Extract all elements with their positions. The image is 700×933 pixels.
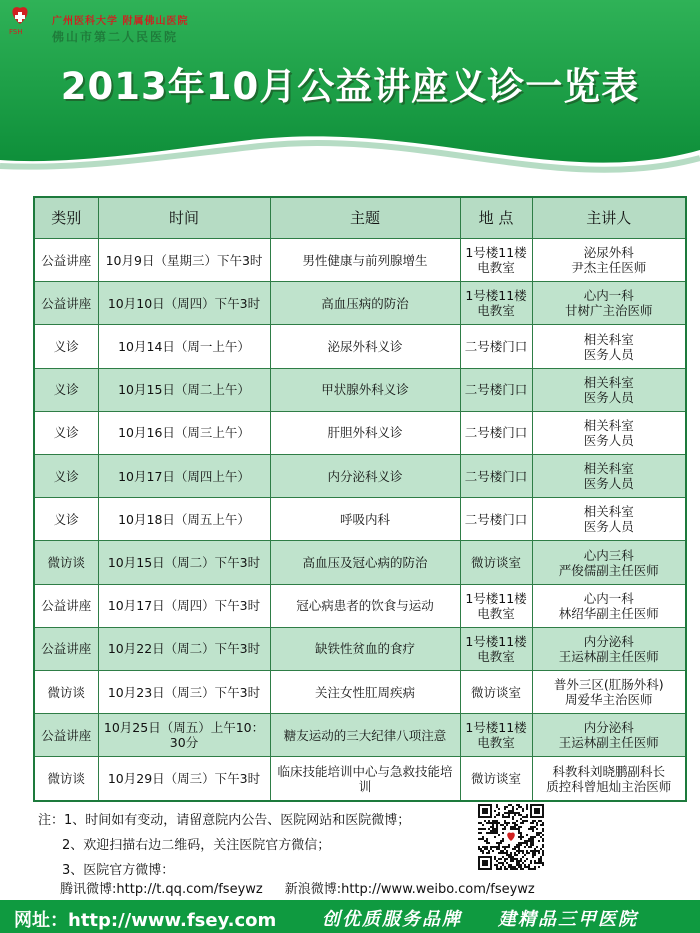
weibo-links xyxy=(60,878,557,897)
table-row xyxy=(34,714,686,757)
cell-speaker xyxy=(532,282,686,325)
cell-speaker xyxy=(532,584,686,627)
speaker-line-2: 医务人员 xyxy=(583,389,634,405)
speaker-line-1: 内分泌科 xyxy=(583,720,634,736)
website-link[interactable]: 网址：http://www.fsey.com xyxy=(14,910,277,931)
time-text: 10月16日（周三上午） xyxy=(118,425,250,441)
cell-type xyxy=(34,584,98,627)
table-row xyxy=(34,541,686,584)
cell-place xyxy=(460,455,532,498)
place-line-1: 微访谈室 xyxy=(470,771,521,787)
speaker-line-1: 泌尿外科 xyxy=(583,245,634,261)
speaker-line-2: 严俊儒副主任医师 xyxy=(558,562,659,578)
place-line-2: 电教室 xyxy=(477,648,515,664)
type-text: 义诊 xyxy=(53,468,79,484)
cell-speaker xyxy=(532,627,686,670)
topic-text: 关注女性肛周疾病 xyxy=(314,684,415,700)
header-place: 地 点 xyxy=(460,197,532,239)
cell-speaker xyxy=(532,325,686,368)
cell-topic xyxy=(270,455,460,498)
cell-topic xyxy=(270,627,460,670)
cell-topic xyxy=(270,411,460,454)
table-row xyxy=(34,368,686,411)
note-line-3: 3、医院官方微博： xyxy=(62,863,175,878)
cell-topic xyxy=(270,714,460,757)
cell-speaker xyxy=(532,671,686,714)
cell-speaker xyxy=(532,498,686,541)
cell-speaker xyxy=(532,411,686,454)
speaker-line-2: 质控科曾旭灿主治医师 xyxy=(546,778,672,794)
cell-place xyxy=(460,368,532,411)
speaker-line-1: 心内一科 xyxy=(583,590,634,606)
cell-time xyxy=(98,584,270,627)
type-text: 义诊 xyxy=(53,511,79,527)
place-line-1: 二号楼门口 xyxy=(464,468,528,484)
hospital-logo xyxy=(8,4,198,48)
type-text: 微访谈 xyxy=(47,555,85,571)
cell-place xyxy=(460,714,532,757)
cell-type xyxy=(34,714,98,757)
type-text: 义诊 xyxy=(53,339,79,354)
table-header-row xyxy=(34,197,686,239)
cell-type xyxy=(34,368,98,411)
cell-speaker xyxy=(532,239,686,282)
topic-text: 男性健康与前列腺增生 xyxy=(302,252,428,268)
tencent-weibo-link[interactable]: 腾讯微博:http://t.qq.com/fseywz xyxy=(60,882,263,897)
table-row xyxy=(34,671,686,714)
cell-time xyxy=(98,627,270,670)
header-type: 类别 xyxy=(34,197,98,239)
speaker-line-1: 内分泌科 xyxy=(583,633,634,649)
cell-time xyxy=(98,368,270,411)
cell-type xyxy=(34,541,98,584)
hospital-emblem-icon xyxy=(8,4,32,36)
cell-time xyxy=(98,282,270,325)
cell-topic xyxy=(270,282,460,325)
time-text: 10月9日（星期三）下午3时 xyxy=(105,252,263,268)
cell-time xyxy=(98,714,270,757)
time-text: 10月15日（周二）下午3时 xyxy=(107,555,261,571)
type-text: 公益讲座 xyxy=(41,598,92,614)
time-text: 10月22日（周二）下午3时 xyxy=(107,641,261,657)
speaker-line-1: 相关科室 xyxy=(583,374,634,390)
cell-time xyxy=(98,325,270,368)
cell-time xyxy=(98,671,270,714)
table-row xyxy=(34,498,686,541)
topic-text: 甲状腺外科义诊 xyxy=(321,382,409,398)
time-text: 10月25日（周五）上午10：30分 xyxy=(103,720,265,751)
speaker-line-1: 相关科室 xyxy=(583,461,634,477)
topic-text: 糖友运动的三大纪律八项注意 xyxy=(283,727,447,743)
time-text: 10月14日（周一上午） xyxy=(118,339,250,354)
time-text: 10月23日（周三）下午3时 xyxy=(107,684,261,700)
cell-topic xyxy=(270,498,460,541)
cell-type xyxy=(34,498,98,541)
cell-topic xyxy=(270,541,460,584)
cell-topic xyxy=(270,325,460,368)
table-row xyxy=(34,455,686,498)
cell-topic xyxy=(270,368,460,411)
cell-speaker xyxy=(532,541,686,584)
speaker-line-2: 王运林副主任医师 xyxy=(558,648,659,664)
cell-speaker xyxy=(532,714,686,757)
place-line-1: 二号楼门口 xyxy=(464,339,528,354)
speaker-line-2: 医务人员 xyxy=(583,346,634,362)
speaker-line-2: 医务人员 xyxy=(583,432,634,448)
place-line-1: 二号楼门口 xyxy=(464,511,528,527)
cell-time xyxy=(98,455,270,498)
topic-text: 内分泌科义诊 xyxy=(327,468,403,484)
time-text: 10月29日（周三）下午3时 xyxy=(107,771,261,787)
cell-type xyxy=(34,282,98,325)
topic-text: 高血压病的防治 xyxy=(321,295,409,311)
cell-topic xyxy=(270,584,460,627)
place-line-1: 微访谈室 xyxy=(470,555,521,571)
cell-type xyxy=(34,325,98,368)
place-line-1: 1号楼11楼 xyxy=(465,590,527,606)
speaker-line-2: 周爱华主治医师 xyxy=(564,692,653,708)
speaker-line-1: 科教科刘晓鹏副科长 xyxy=(552,763,665,779)
speaker-line-2: 林绍华副主任医师 xyxy=(558,605,659,621)
topic-text: 泌尿外科义诊 xyxy=(327,339,403,354)
logo-line-2: 佛山市第二人民医院 xyxy=(52,30,179,44)
place-line-1: 1号楼11楼 xyxy=(465,288,527,304)
cell-place xyxy=(460,411,532,454)
place-line-1: 二号楼门口 xyxy=(464,425,528,441)
topic-text: 呼吸内科 xyxy=(339,511,390,527)
cell-type xyxy=(34,239,98,282)
cell-place xyxy=(460,282,532,325)
cell-place xyxy=(460,541,532,584)
cell-place xyxy=(460,498,532,541)
cell-speaker xyxy=(532,455,686,498)
header-topic: 主题 xyxy=(270,197,460,239)
topic-text: 临床技能培训中心与急救技能培训 xyxy=(277,763,453,794)
note-line-1: 注：1、时间如有变动，请留意院内公告、医院网站和医院微博； xyxy=(38,813,411,828)
header-time: 时间 xyxy=(98,197,270,239)
cell-time xyxy=(98,498,270,541)
cell-time xyxy=(98,541,270,584)
speaker-line-2: 王运林副主任医师 xyxy=(558,735,659,751)
schedule-table xyxy=(33,196,687,802)
topic-text: 肝胆外科义诊 xyxy=(327,425,403,441)
topic-text: 高血压及冠心病的防治 xyxy=(302,555,428,571)
cell-type xyxy=(34,671,98,714)
place-line-2: 电教室 xyxy=(477,735,515,751)
time-text: 10月17日（周四上午） xyxy=(118,468,250,484)
speaker-line-1: 相关科室 xyxy=(583,504,634,520)
cell-time xyxy=(98,757,270,801)
speaker-line-2: 医务人员 xyxy=(583,476,634,492)
type-text: 微访谈 xyxy=(47,684,85,700)
speaker-line-2: 甘树广主治医师 xyxy=(564,303,653,319)
sina-weibo-link[interactable]: 新浪微博:http://www.weibo.com/fseywz xyxy=(284,882,535,897)
cell-type xyxy=(34,627,98,670)
place-line-1: 微访谈室 xyxy=(470,684,521,700)
time-text: 10月18日（周五上午） xyxy=(118,511,250,527)
time-text: 10月15日（周二上午） xyxy=(118,382,250,398)
table-row xyxy=(34,584,686,627)
type-text: 公益讲座 xyxy=(41,641,92,657)
cell-place xyxy=(460,584,532,627)
place-line-2: 电教室 xyxy=(477,260,515,276)
table-row xyxy=(34,282,686,325)
cell-type xyxy=(34,757,98,801)
slogan-2: 建精品三甲医院 xyxy=(498,909,638,930)
cell-place xyxy=(460,325,532,368)
place-line-1: 1号楼11楼 xyxy=(465,245,527,261)
type-text: 义诊 xyxy=(53,382,79,398)
table-row xyxy=(34,411,686,454)
qr-code-icon xyxy=(478,804,544,870)
table-row xyxy=(34,239,686,282)
table-row xyxy=(34,757,686,801)
type-text: 微访谈 xyxy=(47,771,85,787)
cell-place xyxy=(460,239,532,282)
cell-place xyxy=(460,627,532,670)
speaker-line-2: 医务人员 xyxy=(583,519,634,535)
svg-text:FSH: FSH xyxy=(9,28,23,36)
place-line-1: 1号楼11楼 xyxy=(465,633,527,649)
time-text: 10月17日（周四）下午3时 xyxy=(107,598,261,614)
place-line-2: 电教室 xyxy=(477,605,515,621)
table-row xyxy=(34,627,686,670)
time-text: 10月10日（周四）下午3时 xyxy=(107,295,261,311)
place-line-2: 电教室 xyxy=(477,303,515,319)
header-speaker: 主讲人 xyxy=(532,197,686,239)
speaker-line-2: 尹杰主任医师 xyxy=(571,260,647,276)
type-text: 义诊 xyxy=(53,425,79,441)
logo-line-1: 广州医科大学 附属佛山医院 xyxy=(52,16,189,27)
cell-type xyxy=(34,411,98,454)
cell-place xyxy=(460,757,532,801)
page-header xyxy=(0,0,700,190)
speaker-line-1: 相关科室 xyxy=(583,417,634,433)
cell-place xyxy=(460,671,532,714)
topic-text: 冠心病患者的饮食与运动 xyxy=(296,598,434,614)
table-row xyxy=(34,325,686,368)
note-line-2: 2、欢迎扫描右边二维码，关注医院官方微信； xyxy=(62,838,331,853)
speaker-line-1: 相关科室 xyxy=(583,331,634,347)
topic-text: 缺铁性贫血的食疗 xyxy=(314,641,415,657)
footer-bar xyxy=(0,900,700,933)
speaker-line-1: 心内三科 xyxy=(583,547,634,563)
notes xyxy=(38,808,410,883)
cell-type xyxy=(34,455,98,498)
type-text: 公益讲座 xyxy=(41,727,92,743)
cell-topic xyxy=(270,757,460,801)
slogan-1: 创优质服务品牌 xyxy=(322,909,462,930)
cell-time xyxy=(98,411,270,454)
type-text: 公益讲座 xyxy=(41,252,92,268)
place-line-1: 二号楼门口 xyxy=(464,382,528,398)
type-text: 公益讲座 xyxy=(41,295,92,311)
cell-speaker xyxy=(532,368,686,411)
place-line-1: 1号楼11楼 xyxy=(465,720,527,736)
speaker-line-1: 心内一科 xyxy=(583,288,634,304)
cell-speaker xyxy=(532,757,686,801)
page-title: 2013年10月公益讲座义诊一览表 xyxy=(60,65,640,108)
cell-topic xyxy=(270,671,460,714)
cell-topic xyxy=(270,239,460,282)
cell-time xyxy=(98,239,270,282)
speaker-line-1: 普外三区(肛肠外科) xyxy=(553,677,664,693)
